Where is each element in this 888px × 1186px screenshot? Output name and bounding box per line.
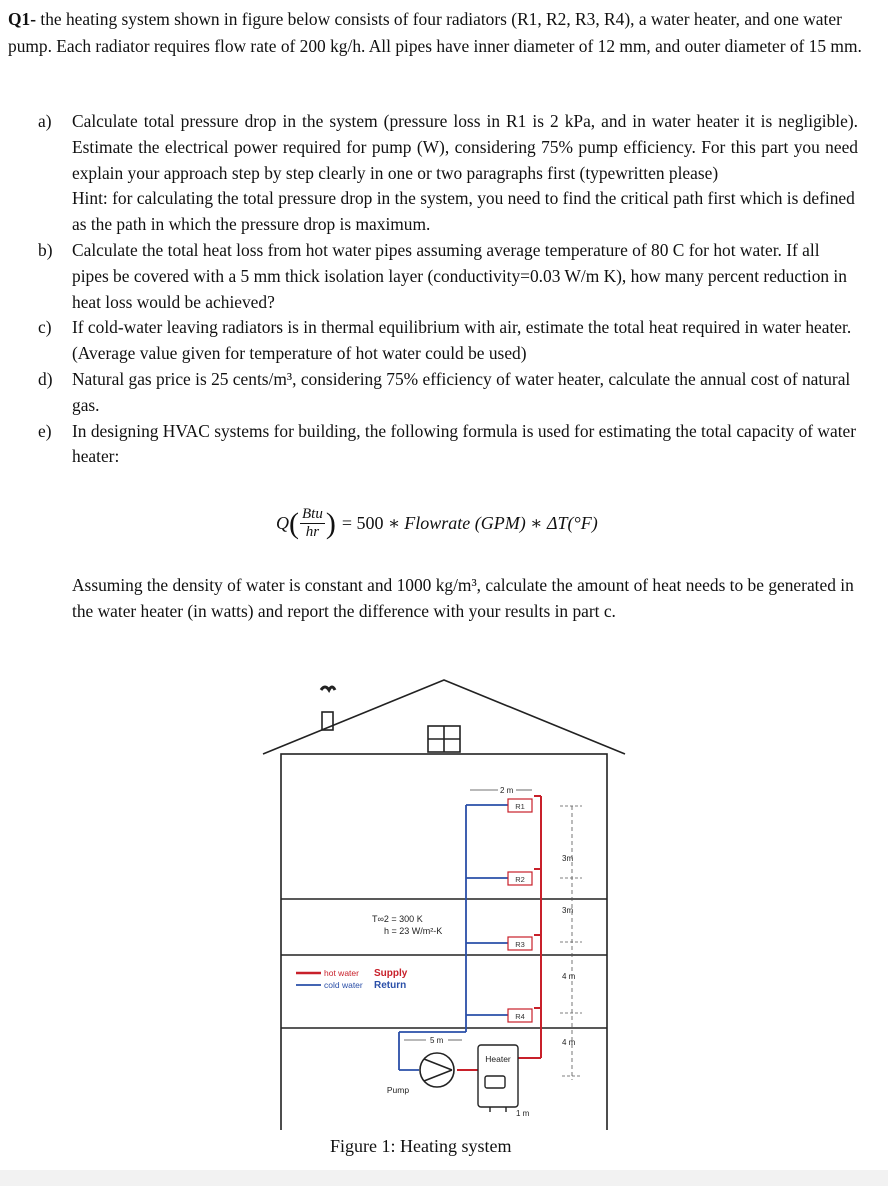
part-e bbox=[38, 419, 858, 471]
formula-rhs: Flowrate (GPM) ∗ ΔT(°F) bbox=[404, 513, 598, 533]
question-text: the heating system shown in figure below consists of four radiators (R1, R2, R3, R4), a water heater, and one water pump. Each radiator requires flow rate of 200 kg/h. All pipes have inner diameter of 12 mm, and outer diameter of 15 mm. bbox=[8, 9, 862, 56]
formula-denominator: hr bbox=[305, 524, 320, 540]
hot-supply-pipes bbox=[457, 796, 541, 1070]
legend-supply-label: Supply bbox=[374, 968, 408, 979]
assumption-paragraph bbox=[72, 572, 862, 624]
formula-fraction bbox=[300, 506, 325, 541]
part-label: b) bbox=[38, 239, 53, 260]
heat-transfer-coefficient: h = 23 W/m²-K bbox=[384, 926, 443, 936]
radiator-label: R2 bbox=[515, 875, 525, 884]
heating-system-figure bbox=[0, 630, 888, 1130]
cold-return-pipes bbox=[399, 805, 508, 1070]
ambient-temperature: T∞2 = 300 K bbox=[372, 914, 423, 924]
part-label: a) bbox=[38, 111, 52, 131]
part-b-text: Calculate the total heat loss from hot water pipes assuming average temperature of 80 C for hot water. If all pipes be covered with a 5 mm thick isolation layer (conductivity=0.03 W/m K), how many percent reduction in heat loss would be achieved? bbox=[72, 239, 847, 312]
dim-pump: 5 m bbox=[430, 1036, 444, 1045]
formula-numerator: Btu bbox=[302, 506, 323, 522]
legend bbox=[296, 968, 408, 991]
part-e-text: In designing HVAC systems for building, the following formula is used for estimating the total capacity of water heater: bbox=[72, 420, 857, 467]
part-a bbox=[38, 109, 858, 238]
question-parts bbox=[38, 109, 858, 470]
radiator-label: R1 bbox=[515, 802, 525, 811]
figure-caption: Figure 1: Heating system bbox=[330, 1136, 512, 1156]
dim-height: 4 m bbox=[562, 1038, 576, 1047]
dim-height: 3m bbox=[562, 854, 574, 863]
smoke bbox=[321, 687, 335, 690]
dim-height: 3m bbox=[562, 906, 574, 915]
pump-label: Pump bbox=[386, 1085, 410, 1095]
part-label: c) bbox=[38, 317, 52, 338]
part-d bbox=[38, 367, 858, 419]
dim-bottom: 1 m bbox=[516, 1109, 530, 1118]
part-label: e) bbox=[38, 420, 52, 441]
assumption-text: Assuming the density of water is constant and 1000 kg/m³, calculate the amount of heat needs to be generated in the water heater (in watts) and report the difference with your results in part c. bbox=[72, 575, 854, 621]
question-label: Q1- bbox=[8, 9, 37, 29]
dim-height: 4 m bbox=[562, 972, 576, 981]
paren-close: ) bbox=[325, 506, 336, 540]
part-d-text: Natural gas price is 25 cents/m³, considering 75% efficiency of water heater, calculate the annual cost of natural gas. bbox=[72, 368, 851, 415]
radiator-label: R3 bbox=[515, 940, 525, 949]
formula-equals: = 500 ∗ bbox=[341, 513, 401, 533]
part-b bbox=[38, 238, 858, 315]
dim-top: 2 m bbox=[500, 786, 514, 795]
part-a-text: Calculate total pressure drop in the system (pressure loss in R1 is 2 kPa, and in water heater it is negligible). Estimate the electrical power required for pump (W), considering 75% pump efficiency. For this part you need explain your approach step by step clearly in one or two paragraphs first (typewritten please) bbox=[72, 111, 858, 183]
formula-q: Q bbox=[276, 513, 289, 533]
question-intro bbox=[8, 6, 868, 59]
part-c bbox=[38, 315, 858, 367]
part-label: d) bbox=[38, 368, 53, 389]
pump-symbol bbox=[420, 1053, 454, 1087]
legend-return-label: Return bbox=[374, 980, 407, 991]
radiator-label: R4 bbox=[515, 1012, 525, 1021]
legend-cold-label: cold water bbox=[324, 980, 363, 990]
capacity-formula bbox=[276, 506, 598, 541]
heater-label: Heater bbox=[485, 1054, 511, 1064]
paren-open: ( bbox=[289, 506, 299, 540]
part-c-text: If cold-water leaving radiators is in thermal equilibrium with air, estimate the total heat required in water heater. (Average value given for temperature of hot water could be used) bbox=[72, 317, 852, 364]
part-a-hint: Hint: for calculating the total pressure drop in the system, you need to find the critical path first which is defined as the path in which the pressure drop is maximum. bbox=[72, 188, 855, 235]
page-bottom-strip bbox=[0, 1170, 888, 1186]
legend-hot-label: hot water bbox=[324, 968, 359, 978]
